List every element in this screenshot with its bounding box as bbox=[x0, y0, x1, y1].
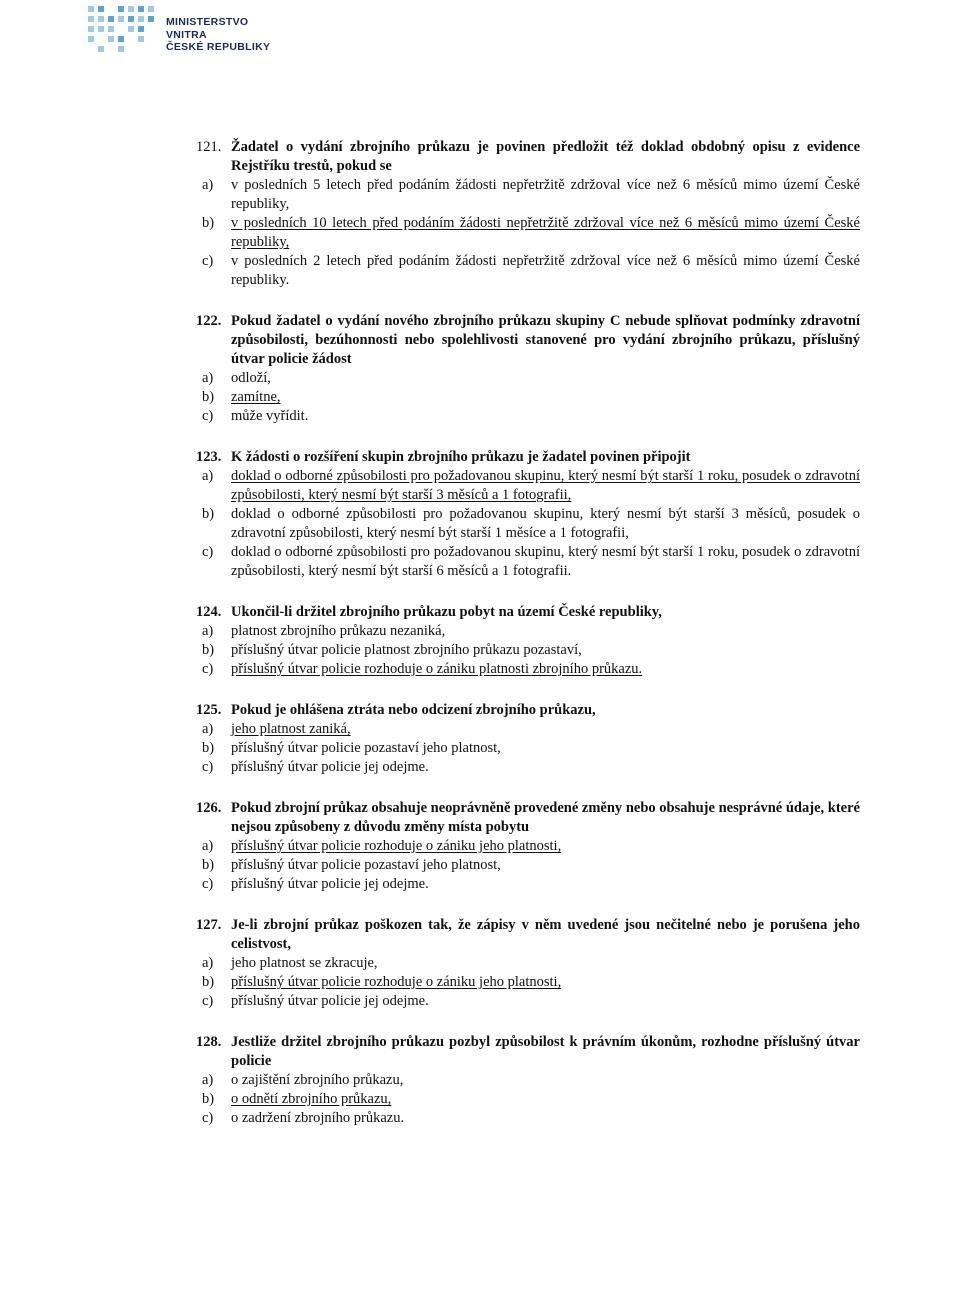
question-block bbox=[196, 799, 860, 894]
option-text-underlined: zamítne, bbox=[231, 389, 281, 405]
option-text: v posledních 5 letech před podáním žádosti nepřetržitě zdržoval více než 6 měsíců mimo území České republiky, bbox=[231, 177, 860, 212]
question-text: Pokud žadatel o vydání nového zbrojního průkazu skupiny C nebude splňovat podmínky zdravotní způsobilosti, bezúhonnosti nebo spolehlivosti stanovené pro vydání zbrojního průkazu, příslušný útvar policie žádost bbox=[231, 313, 860, 367]
option-letter: a) bbox=[202, 1072, 214, 1088]
option-letter: b) bbox=[202, 506, 215, 522]
option-letter: b) bbox=[202, 740, 215, 756]
option-text: platnost zbrojního průkazu nezaniká, bbox=[231, 623, 446, 639]
option-letter: a) bbox=[202, 838, 214, 854]
question-text: K žádosti o rozšíření skupin zbrojního průkazu je žadatel povinen připojit bbox=[231, 449, 691, 465]
option-text-underlined: doklad o odborné způsobilosti pro požadovanou skupinu, který nesmí být starší 1 roku, posudek o zdravotní způsobilosti, který nesmí být starší 3 měsíců a 1 fotografii, bbox=[231, 468, 860, 503]
option-letter: c) bbox=[202, 759, 214, 775]
option-letter: b) bbox=[202, 642, 215, 658]
option-text-underlined: v posledních 10 letech před podáním žádosti nepřetržitě zdržoval více než 6 měsíců mimo území České republiky, bbox=[231, 215, 860, 250]
answer-option bbox=[202, 758, 860, 777]
option-letter: b) bbox=[202, 857, 215, 873]
question-number: 123. bbox=[196, 449, 222, 465]
option-letter: c) bbox=[202, 408, 214, 424]
answer-option bbox=[202, 252, 860, 290]
question-list bbox=[196, 138, 860, 1128]
option-text: může vyřídit. bbox=[231, 408, 309, 424]
answer-option bbox=[202, 467, 860, 505]
answer-option bbox=[202, 973, 860, 992]
question-block bbox=[196, 138, 860, 290]
question-number: 124. bbox=[196, 604, 222, 620]
option-text-underlined: příslušný útvar policie rozhoduje o zániku platnosti zbrojního průkazu. bbox=[231, 661, 643, 677]
option-letter: b) bbox=[202, 974, 215, 990]
answer-option bbox=[202, 543, 860, 581]
answer-option bbox=[202, 407, 860, 426]
question-number: 125. bbox=[196, 702, 222, 718]
answer-option bbox=[202, 1071, 860, 1090]
option-text-underlined: o odnětí zbrojního průkazu, bbox=[231, 1091, 392, 1107]
question-text: Pokud je ohlášena ztráta nebo odcizení zbrojního průkazu, bbox=[231, 702, 596, 718]
question-heading bbox=[196, 603, 860, 622]
ministry-logo bbox=[86, 4, 286, 60]
question-heading bbox=[196, 1033, 860, 1071]
question-text: Ukončil-li držitel zbrojního průkazu pobyt na území České republiky, bbox=[231, 604, 662, 620]
question-text: Žadatel o vydání zbrojního průkazu je povinen předložit též doklad obdobný opisu z evidence Rejstříku trestů, pokud se bbox=[231, 139, 860, 174]
answer-option bbox=[202, 1090, 860, 1109]
answer-option bbox=[202, 641, 860, 660]
logo-text bbox=[166, 16, 286, 54]
answer-option bbox=[202, 837, 860, 856]
question-block bbox=[196, 312, 860, 426]
answer-option bbox=[202, 720, 860, 739]
question-text: Pokud zbrojní průkaz obsahuje neoprávněně provedené změny nebo obsahuje nesprávné údaje, které nejsou způsobeny z důvodu změny místa pobytu bbox=[231, 800, 860, 835]
option-text: jeho platnost se zkracuje, bbox=[231, 955, 378, 971]
question-block bbox=[196, 448, 860, 581]
logo-line-2: ČESKÉ REPUBLIKY bbox=[166, 41, 271, 53]
option-letter: b) bbox=[202, 389, 215, 405]
option-text: příslušný útvar policie jej odejme. bbox=[231, 759, 429, 775]
option-text: o zadržení zbrojního průkazu. bbox=[231, 1110, 405, 1126]
answer-option bbox=[202, 505, 860, 543]
answer-option bbox=[202, 622, 860, 641]
question-text: Je-li zbrojní průkaz poškozen tak, že zápisy v něm uvedené jsou nečitelné nebo je porušena jeho celistvost, bbox=[231, 917, 860, 952]
option-letter: c) bbox=[202, 661, 214, 677]
answer-option bbox=[202, 739, 860, 758]
option-letter: b) bbox=[202, 1091, 215, 1107]
option-letter: c) bbox=[202, 876, 214, 892]
option-text: příslušný útvar policie pozastaví jeho platnost, bbox=[231, 740, 501, 756]
answer-option bbox=[202, 388, 860, 407]
ministry-emblem-icon bbox=[86, 4, 158, 60]
option-text-underlined: příslušný útvar policie rozhoduje o zániku jeho platnosti, bbox=[231, 838, 562, 854]
question-number: 127. bbox=[196, 917, 222, 933]
option-letter: a) bbox=[202, 177, 214, 193]
option-text: příslušný útvar policie pozastaví jeho platnost, bbox=[231, 857, 501, 873]
logo-line-1: MINISTERSTVO VNITRA bbox=[166, 16, 249, 41]
option-text: doklad o odborné způsobilosti pro požadovanou skupinu, který nesmí být starší 1 roku, posudek o zdravotní způsobilosti, který nesmí být starší 6 měsíců a 1 fotografii. bbox=[231, 544, 860, 579]
question-number: 122. bbox=[196, 313, 222, 329]
answer-option bbox=[202, 660, 860, 679]
answer-option bbox=[202, 176, 860, 214]
answer-option bbox=[202, 954, 860, 973]
option-letter: b) bbox=[202, 215, 215, 231]
option-letter: a) bbox=[202, 721, 214, 737]
question-number: 128. bbox=[196, 1034, 222, 1050]
option-text: odloží, bbox=[231, 370, 271, 386]
question-heading bbox=[196, 448, 860, 467]
question-heading bbox=[196, 799, 860, 837]
question-block bbox=[196, 603, 860, 679]
answer-option bbox=[202, 992, 860, 1011]
option-letter: a) bbox=[202, 955, 214, 971]
option-text-underlined: příslušný útvar policie rozhoduje o zániku jeho platnosti, bbox=[231, 974, 562, 990]
question-heading bbox=[196, 701, 860, 720]
question-block bbox=[196, 1033, 860, 1128]
question-number: 126. bbox=[196, 800, 222, 816]
answer-option bbox=[202, 214, 860, 252]
option-text: příslušný útvar policie jej odejme. bbox=[231, 993, 429, 1009]
option-text: příslušný útvar policie platnost zbrojního průkazu pozastaví, bbox=[231, 642, 582, 658]
answer-option bbox=[202, 369, 860, 388]
answer-option bbox=[202, 875, 860, 894]
option-letter: a) bbox=[202, 370, 214, 386]
option-letter: a) bbox=[202, 623, 214, 639]
question-heading bbox=[196, 916, 860, 954]
question-text: Jestliže držitel zbrojního průkazu pozbyl způsobilost k právním úkonům, rozhodne příslušný útvar policie bbox=[231, 1034, 860, 1069]
option-letter: c) bbox=[202, 993, 214, 1009]
answer-option bbox=[202, 856, 860, 875]
option-letter: c) bbox=[202, 253, 214, 269]
option-letter: c) bbox=[202, 544, 214, 560]
option-letter: c) bbox=[202, 1110, 214, 1126]
question-heading bbox=[196, 138, 860, 176]
option-text: doklad o odborné způsobilosti pro požadovanou skupinu, který nesmí být starší 3 měsíců, posudek o zdravotní způsobilosti, který nesmí být starší 1 měsíce a 1 fotografii, bbox=[231, 506, 860, 541]
option-text: o zajištění zbrojního průkazu, bbox=[231, 1072, 404, 1088]
option-text: příslušný útvar policie jej odejme. bbox=[231, 876, 429, 892]
option-letter: a) bbox=[202, 468, 214, 484]
answer-option bbox=[202, 1109, 860, 1128]
question-number: 121. bbox=[196, 139, 222, 155]
option-text: v posledních 2 letech před podáním žádosti nepřetržitě zdržoval více než 6 měsíců mimo území České republiky. bbox=[231, 253, 860, 288]
question-block bbox=[196, 916, 860, 1011]
question-block bbox=[196, 701, 860, 777]
question-heading bbox=[196, 312, 860, 369]
option-text-underlined: jeho platnost zaniká, bbox=[231, 721, 351, 737]
